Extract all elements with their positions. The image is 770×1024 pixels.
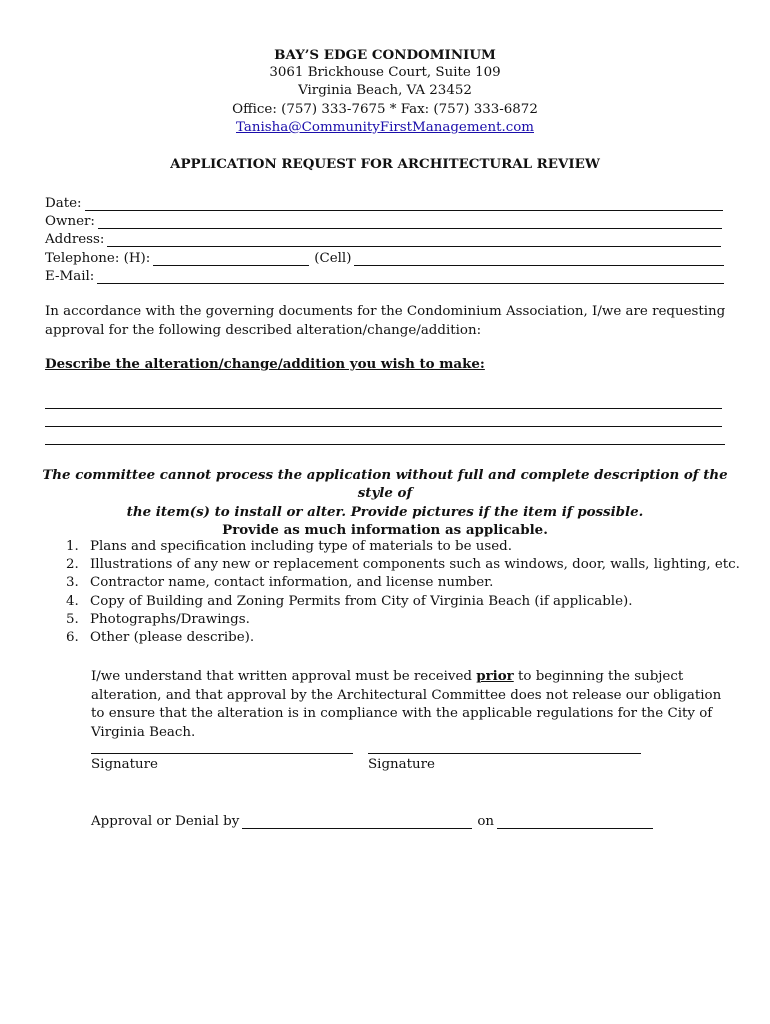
approval-date-field[interactable] bbox=[497, 814, 653, 829]
form-title: APPLICATION REQUEST FOR ARCHITECTURAL REVIEW bbox=[170, 156, 600, 172]
address-label: Address: bbox=[45, 232, 105, 247]
email-field[interactable] bbox=[97, 269, 724, 284]
signature-line-2[interactable] bbox=[368, 753, 641, 754]
requirements-list bbox=[66, 538, 740, 647]
description-line-1[interactable] bbox=[45, 408, 722, 409]
address-line-1: 3061 Brickhouse Court, Suite 109 bbox=[269, 65, 501, 81]
owner-row bbox=[45, 211, 722, 229]
approval-paragraph: I/we understand that written approval must be received prior to beginning the subject alteration, and that approval by the Architectural Committee does not release our obligation to ensure that the alteration is in compliance with the applicable regulations for the City of Virginia Beach. bbox=[91, 668, 722, 740]
home-phone-field[interactable] bbox=[153, 251, 309, 266]
intro-paragraph: In accordance with the governing documents for the Condominium Association, I/we are requesting approval for the following described alteration/change/addition: bbox=[45, 304, 726, 338]
contact-line: Office: (757) 333-7675 * Fax: (757) 333-6872 bbox=[232, 101, 538, 117]
approval-row bbox=[91, 811, 653, 829]
address-field[interactable] bbox=[107, 232, 721, 247]
letterhead bbox=[0, 46, 770, 137]
list-item: 4. Copy of Building and Zoning Permits from City of Virginia Beach (if applicable). bbox=[66, 593, 633, 609]
description-line-2[interactable] bbox=[45, 426, 722, 427]
approver-field[interactable] bbox=[242, 814, 472, 829]
notice-line-2: the item(s) to install or alter. Provide pictures if the item if possible. bbox=[126, 503, 644, 520]
address-row bbox=[45, 229, 721, 247]
notice-line-3: Provide as much information as applicable. bbox=[222, 521, 548, 538]
owner-label: Owner: bbox=[45, 214, 95, 229]
signature-label-2: Signature bbox=[368, 757, 435, 772]
on-label: on bbox=[477, 814, 494, 829]
email-label: E-Mail: bbox=[45, 269, 95, 284]
notice-line-1: The committee cannot process the application without full and complete description of the style of bbox=[42, 467, 728, 502]
list-item: 5. Photographs/Drawings. bbox=[66, 611, 250, 627]
approval-label: Approval or Denial by bbox=[91, 814, 240, 829]
committee-notice bbox=[40, 466, 730, 539]
date-label: Date: bbox=[45, 196, 82, 211]
list-item: 1. Plans and specification including type of materials to be used. bbox=[66, 539, 512, 554]
date-field[interactable] bbox=[85, 196, 723, 211]
list-item: 2. Illustrations of any new or replacement components such as windows, door, walls, lighting, etc. bbox=[66, 557, 740, 573]
describe-heading: Describe the alteration/change/addition you wish to make: bbox=[45, 356, 485, 372]
cell-phone-field[interactable] bbox=[354, 251, 724, 266]
signature-label-1: Signature bbox=[91, 757, 158, 772]
address-line-2: Virginia Beach, VA 23452 bbox=[298, 83, 472, 99]
owner-field[interactable] bbox=[98, 214, 722, 229]
telephone-row bbox=[45, 248, 724, 266]
telephone-label: Telephone: (H): bbox=[45, 251, 151, 266]
email-link[interactable]: Tanisha@CommunityFirstManagement.com bbox=[236, 119, 534, 135]
list-item: 6. Other (please describe). bbox=[66, 630, 255, 646]
list-item: 3. Contractor name, contact information, and license number. bbox=[66, 575, 494, 591]
date-row bbox=[45, 193, 723, 211]
signature-line-1[interactable] bbox=[91, 753, 353, 754]
cell-label: (Cell) bbox=[314, 251, 352, 266]
org-name: BAY’S EDGE CONDOMINIUM bbox=[274, 47, 496, 63]
email-row bbox=[45, 266, 724, 284]
prior-emphasis: prior bbox=[476, 668, 514, 684]
description-line-3[interactable] bbox=[45, 444, 725, 445]
